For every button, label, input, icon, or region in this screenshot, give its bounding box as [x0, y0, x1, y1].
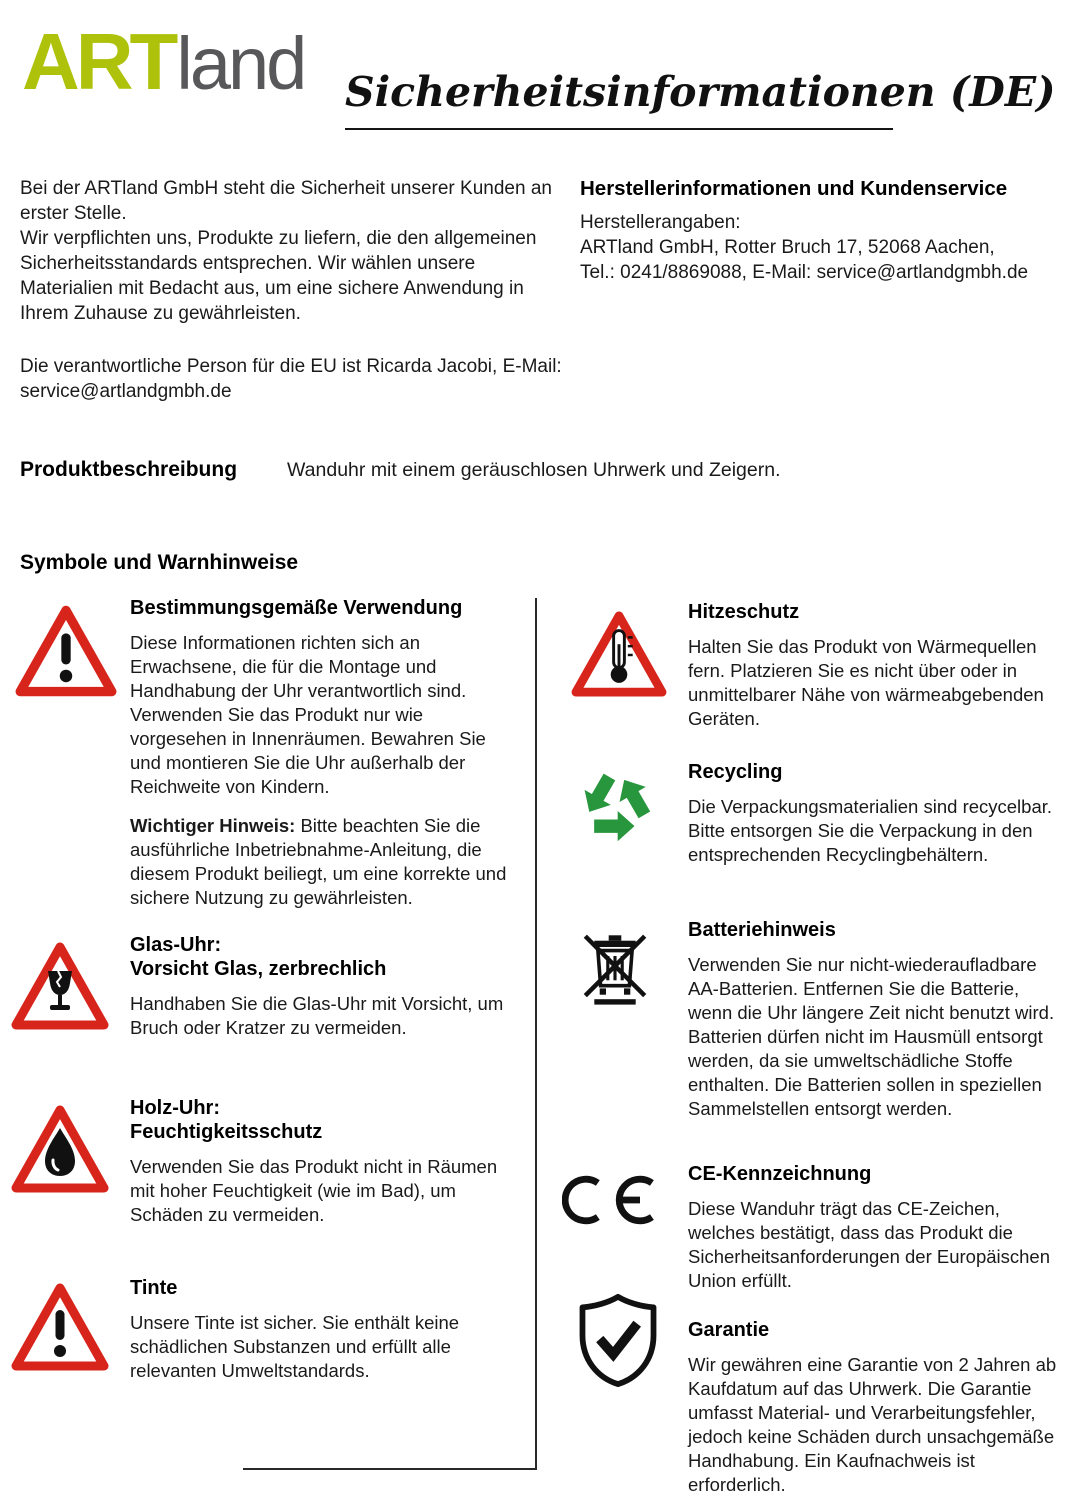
symbol-title-line1: Holz-Uhr: [130, 1097, 220, 1119]
warning-triangle-water-drop-icon [10, 1104, 110, 1194]
ce-mark-icon [562, 1174, 666, 1226]
symbol-item-garantie [562, 1292, 1058, 1497]
intro-paragraph-2: Wir verpflichten uns, Produkte zu liefern, die den allgemeinen Sicherheitsstandards entsprechen. Wir wählen unsere Materialien mit Bedacht aus, um eine sichere Anwendung in Ihrem Zuhause zu gewährleisten. [20, 228, 537, 324]
symbol-item-ce-kennzeichnung [562, 1162, 1058, 1293]
symbol-body: Wir gewähren eine Garantie von 2 Jahren ab Kaufdatum auf das Uhrwerk. Die Garantie umfasst Material- und Verarbeitungsfehler, jedoch keine Schäden durch unsachgemäße Handhabung. Ein Kaufnachweis ist erforderlich. [688, 1354, 1057, 1495]
symbol-item-tinte [10, 1276, 514, 1383]
symbol-body: Unsere Tinte ist sicher. Sie enthält keine schädlichen Substanzen und erfüllt alle relevanten Umweltstandards. [130, 1312, 460, 1381]
symbols-section-heading: Symbole und Warnhinweise [20, 551, 299, 574]
column-divider-line [535, 598, 537, 1470]
manufacturer-info-section [580, 176, 1058, 285]
warning-triangle-exclamation-icon [14, 604, 118, 698]
logo-text-land: land [176, 22, 305, 105]
warning-triangle-exclamation-icon [10, 1282, 110, 1372]
product-description-text: Wanduhr mit einem geräuschlosen Uhrwerk und Zeigern. [287, 459, 781, 481]
symbol-item-holz-uhr [10, 1096, 514, 1227]
symbol-body: Diese Informationen richten sich an Erwachsene, die für die Montage und Handhabung der Uhr verantwortlich sind. Verwenden Sie das Produkt nur wie vorgesehen in Innenräumen. Bewahren Sie und montieren Sie die Uhr außerhalb der Reichweite von Kindern. [130, 632, 486, 797]
symbol-title-line2: Vorsicht Glas, zerbrechlich [130, 958, 387, 980]
recycling-icon [574, 764, 658, 848]
note-text: Bitte beachten Sie die ausführliche Inbetriebnahme-Anleitung, die diesem Produkt beiliegt, um eine korrekte und sichere Nutzung zu gewährleisten. [130, 815, 507, 908]
symbol-title [130, 933, 514, 981]
note-label: Wichtiger Hinweis: [130, 815, 296, 836]
symbol-title [130, 1096, 514, 1144]
warning-triangle-glass-icon [10, 941, 110, 1031]
warning-triangle-thermometer-icon [570, 610, 668, 698]
manufacturer-heading: Herstellerinformationen und Kundenservice [580, 177, 1008, 200]
warranty-shield-check-icon [570, 1292, 666, 1388]
symbol-title: Garantie [688, 1319, 770, 1341]
symbol-item-batteriehinweis [562, 918, 1058, 1121]
intro-paragraph-1: Bei der ARTland GmbH steht die Sicherheit unserer Kunden an erster Stelle. [20, 178, 552, 224]
symbol-title: Batteriehinweis [688, 919, 836, 941]
symbol-body: Diese Wanduhr trägt das CE-Zeichen, welches bestätigt, dass das Produkt die Sicherheitsanforderungen der Europäischen Union erfüllt. [688, 1198, 1051, 1291]
symbol-body: Verwenden Sie das Produkt nicht in Räumen mit hoher Feuchtigkeit (wie im Bad), um Schäden zu vermeiden. [130, 1156, 498, 1225]
intro-section [20, 176, 572, 404]
product-description-heading: Produktbeschreibung [20, 458, 238, 481]
responsible-person-paragraph: Die verantwortliche Person für die EU ist Ricarda Jacobi, E-Mail: service@artlandgmbh.de [20, 356, 562, 402]
artland-logo [22, 17, 305, 106]
symbol-item-glas-uhr [10, 933, 514, 1040]
symbol-important-note [130, 814, 514, 910]
manufacturer-address: ARTland GmbH, Rotter Bruch 17, 52068 Aachen, [580, 237, 995, 258]
title-underline [345, 128, 893, 130]
symbol-body: Handhaben Sie die Glas-Uhr mit Vorsicht, um Bruch oder Kratzer zu vermeiden. [130, 993, 504, 1038]
logo-text-art: ART [22, 17, 175, 106]
product-description-section [20, 458, 1060, 482]
symbol-body: Halten Sie das Produkt von Wärmequellen fern. Platzieren Sie es nicht über oder in unmittelbarer Nähe von wärmeabgebenden Geräten. [688, 636, 1044, 729]
symbol-body: Verwenden Sie nur nicht-wiederaufladbare AA-Batterien. Entfernen Sie die Batterie, wenn die Uhr längere Zeit nicht benutzt wird. Batterien dürfen nicht im Hausmüll entsorgt werden, da sie umweltschädliche Stoffe enthalten. Die Batterien sollen in speziellen Sammelstellen entsorgt werden. [688, 954, 1055, 1119]
symbol-title: CE-Kennzeichnung [688, 1163, 872, 1185]
symbol-item-bestimmungsgemaesse-verwendung [14, 596, 514, 910]
symbol-title: Recycling [688, 761, 783, 783]
crossed-out-wheelie-bin-icon [570, 920, 660, 1010]
symbol-title: Hitzeschutz [688, 601, 800, 623]
manufacturer-contact: Tel.: 0241/8869088, E-Mail: service@artlandgmbh.de [580, 262, 1029, 283]
symbol-title: Bestimmungsgemäße Verwendung [130, 597, 463, 619]
manufacturer-label: Herstellerangaben: [580, 212, 741, 233]
symbol-title-line2: Feuchtigkeitsschutz [130, 1121, 323, 1143]
page-title: Sicherheitsinformationen (DE) [345, 68, 1056, 116]
bottom-rule-line [243, 1468, 537, 1470]
symbol-title-line1: Glas-Uhr: [130, 934, 222, 956]
symbol-item-recycling [562, 760, 1058, 867]
symbol-title: Tinte [130, 1277, 178, 1299]
symbol-body: Die Verpackungsmaterialien sind recycelbar. Bitte entsorgen Sie die Verpackung in den entsprechenden Recyclingbehältern. [688, 796, 1053, 865]
symbol-item-hitzeschutz [562, 600, 1058, 731]
